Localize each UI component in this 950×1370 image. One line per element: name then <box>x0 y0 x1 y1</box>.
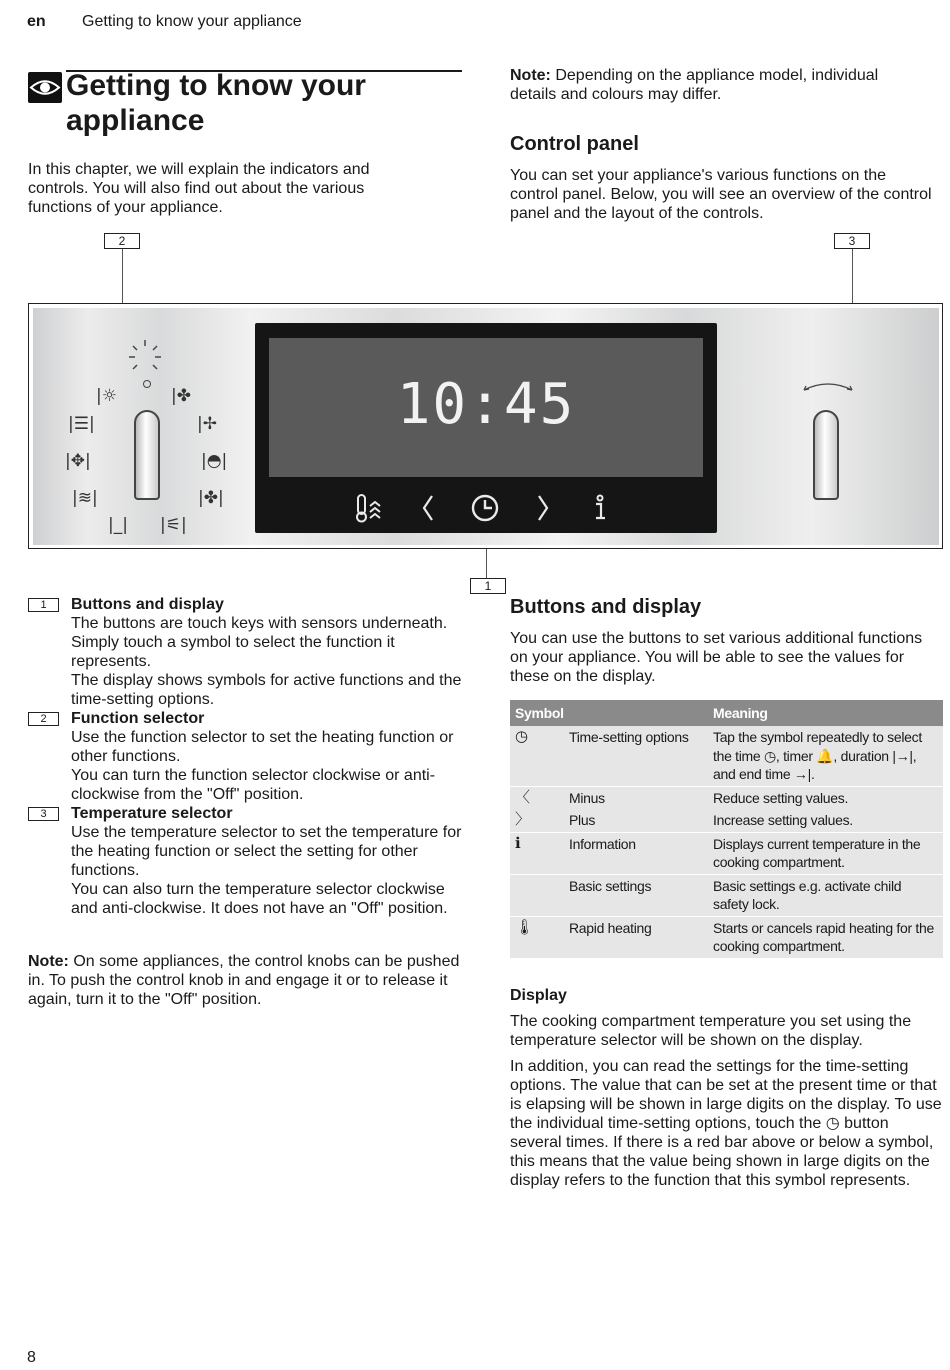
note-text: Depending on the appliance model, individual details and colours may differ. <box>510 67 879 103</box>
display-paragraph-2: In addition, you can read the settings for the time-setting options. The value that can be set at the present time or that is elapsing will be shown in large digits on the display. To use the individual time-setting options, touch the ◷ button several times. If there is a red bar above or below a symbol, this means that the value being shown in large digits on the display refers to the function that this symbol represents. <box>510 1058 942 1189</box>
info-icon[interactable] <box>584 492 616 531</box>
clock-icon[interactable] <box>469 492 501 531</box>
table-meaning: Reduce setting values. <box>708 786 943 809</box>
light-icon: |☼ <box>96 386 117 406</box>
note-label: Note: <box>510 67 551 84</box>
table-header-row <box>510 700 943 726</box>
table-symbol: ◷ <box>510 726 564 786</box>
table-row <box>510 832 943 874</box>
chapter-intro: In this chapter, we will explain the indicators and controls. You will also find out about the various functions of your appliance. <box>28 161 370 216</box>
position-dot <box>143 380 151 388</box>
clock-readout: 10:45 <box>396 372 576 437</box>
bottom-heat-icon: |_| <box>108 515 128 535</box>
table-function: Minus <box>564 786 708 809</box>
circotherm-icon: |✤| <box>198 488 224 508</box>
legend-num: 3 <box>28 807 59 821</box>
legend-item-2 <box>28 709 468 804</box>
display-paragraph-1: The cooking compartment temperature you set using the temperature selector will be shown on the display. <box>510 1013 912 1049</box>
table-function: Information <box>564 832 708 874</box>
control-panel-heading: Control panel <box>510 133 639 155</box>
buttons-display-heading: Buttons and display <box>510 596 702 618</box>
display-heading: Display <box>510 987 567 1004</box>
top-bottom-heat-icon: |☰| <box>68 414 95 434</box>
grill-icon: |◓| <box>201 451 228 471</box>
table-function: Basic settings <box>564 874 708 916</box>
language-code: en <box>27 13 46 30</box>
legend-item-3 <box>28 804 468 918</box>
table-function: Time-setting options <box>564 726 708 786</box>
table-symbol <box>510 874 564 916</box>
table-symbol: ℹ <box>510 832 564 874</box>
cleaning-icon: |⚟| <box>160 515 187 535</box>
legend-title: Function selector <box>71 710 205 727</box>
legend-title: Temperature selector <box>71 805 233 822</box>
off-position-icon <box>127 338 163 379</box>
header-symbol: Symbol <box>510 700 708 726</box>
table-row <box>510 809 943 832</box>
table-symbol: 〈 <box>510 786 564 809</box>
legend <box>28 595 468 918</box>
legend-item-1 <box>28 595 468 709</box>
table-meaning: Tap the symbol repeatedly to select the time ◷, timer 🔔, duration |→|, and end time →|. <box>708 726 943 786</box>
page-number: 8 <box>27 1349 36 1366</box>
legend-line: The display shows symbols for active functions and the time-setting options. <box>71 672 462 708</box>
fan-icon: |✤ <box>171 386 191 406</box>
note-label: Note: <box>28 953 69 970</box>
buttons-display-text: You can use the buttons to set various additional functions on your appliance. You will be able to see the values for these on the display. <box>510 630 923 685</box>
minus-icon[interactable] <box>412 492 444 531</box>
callout-2: 2 <box>104 233 140 249</box>
legend-num: 2 <box>28 712 59 726</box>
table-symbol: 〉 <box>510 809 564 832</box>
pizza-setting-icon: |✥| <box>65 451 91 471</box>
table-meaning: Increase setting values. <box>708 809 943 832</box>
note-bottom <box>28 952 468 1009</box>
full-grill-icon: |≋| <box>72 488 98 508</box>
symbol-table <box>510 700 943 958</box>
temperature-selector-knob[interactable] <box>813 410 839 500</box>
function-selector-knob[interactable] <box>134 410 160 500</box>
hot-air-icon: |✢ <box>197 414 217 434</box>
legend-title: Buttons and display <box>71 596 224 613</box>
legend-num: 1 <box>28 598 59 612</box>
legend-line: You can turn the function selector clockwise or anti-clockwise from the "Off" position. <box>71 767 436 803</box>
chapter-title: Getting to know your appliance <box>66 69 366 137</box>
rapid-heating-icon[interactable] <box>354 492 386 531</box>
table-function: Rapid heating <box>564 916 708 958</box>
table-meaning: Displays current temperature in the cooking compartment. <box>708 832 943 874</box>
running-header: Getting to know your appliance <box>82 13 302 30</box>
table-meaning: Basic settings e.g. activate child safety lock. <box>708 874 943 916</box>
eye-icon <box>28 72 62 103</box>
legend-line: Use the temperature selector to set the temperature for the heating function or select the setting for other functions. <box>71 824 462 879</box>
table-function: Plus <box>564 809 708 832</box>
rotation-arrow-icon <box>800 378 856 399</box>
legend-line: You can also turn the temperature selector clockwise and anti-clockwise. It does not have an "Off" position. <box>71 881 448 917</box>
callout-3: 3 <box>834 233 870 249</box>
table-row <box>510 726 943 786</box>
table-row <box>510 874 943 916</box>
table-symbol: 🌡 <box>510 916 564 958</box>
table-row <box>510 916 943 958</box>
table-row <box>510 786 943 809</box>
table-meaning: Starts or cancels rapid heating for the cooking compartment. <box>708 916 943 958</box>
control-panel-text: You can set your appliance's various functions on the control panel. Below, you will see an overview of the control panel and the layout of the controls. <box>510 167 932 222</box>
note-text: On some appliances, the control knobs can be pushed in. To push the control knob in and engage it or to release it again, turn it to the "Off" position. <box>28 953 460 1008</box>
legend-line: Use the function selector to set the heating function or other functions. <box>71 729 454 765</box>
plus-icon[interactable] <box>527 492 559 531</box>
header-meaning: Meaning <box>708 700 943 726</box>
callout-1: 1 <box>470 578 506 594</box>
note-top <box>510 66 925 104</box>
legend-line: The buttons are touch keys with sensors underneath. Simply touch a symbol to select the function it represents. <box>71 615 448 670</box>
